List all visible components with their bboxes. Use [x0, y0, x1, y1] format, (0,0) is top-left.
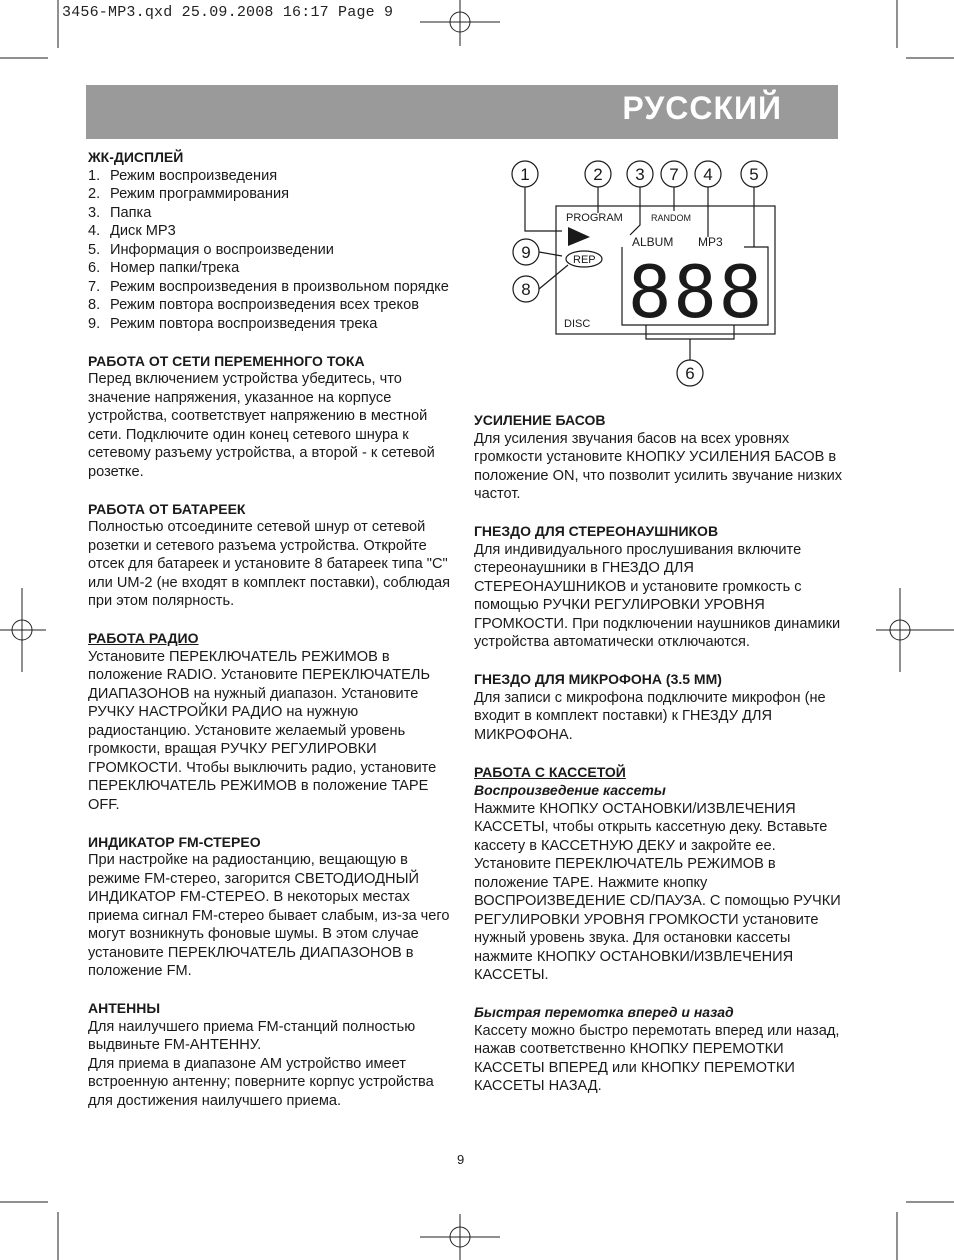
callout-label: 4	[703, 165, 713, 184]
section-heading: ГНЕЗДО ДЛЯ СТЕРЕОНАУШНИКОВ	[474, 523, 719, 539]
file-slug: 3456-MP3.qxd 25.09.2008 16:17 Page 9	[62, 4, 394, 21]
section-heading: РАБОТА С КАССЕТОЙ	[474, 763, 626, 780]
battery-section	[88, 500, 460, 611]
list-item: 8. Режим повтора воспроизведения всех треков	[88, 297, 419, 313]
list-item: 2. Режим программирования	[88, 186, 290, 202]
list-item: 4. Диск MP3	[88, 223, 176, 239]
radio-section	[88, 629, 460, 814]
section-heading: ГНЕЗДО ДЛЯ МИКРОФОНА (3.5 ММ)	[474, 671, 722, 687]
page-number: 9	[457, 1152, 465, 1167]
right-column	[474, 411, 846, 1114]
section-paragraph: Полностью отсоедините сетевой шнур от сетевой розетки и сетевого разъема устройства. Откройте отсек для батареек и установите 8 батареек типа "С" или UM-2 (не входят в комплект поставки), соблюдая при этом полярность.	[88, 519, 451, 609]
lcd-legend-list	[88, 167, 460, 334]
section-heading: УСИЛЕНИЕ БАСОВ	[474, 412, 606, 428]
banner-title: РУССКИЙ	[622, 90, 782, 126]
rewind-section	[474, 1003, 846, 1096]
section-paragraph: Для наилучшего приема FM-станций полностью выдвиньте FM-АНТЕННУ.	[88, 1018, 416, 1053]
list-item: 6. Номер папки/трека	[88, 260, 240, 276]
mp3-label: MP3	[698, 235, 723, 249]
section-heading: РАБОТА ОТ БАТАРЕЕК	[88, 500, 246, 517]
segment-digits: 888	[628, 250, 765, 334]
ac-power-section	[88, 352, 460, 482]
disc-label: DISC	[564, 318, 591, 330]
headphones-section	[474, 522, 846, 652]
section-heading: РАБОТА РАДИО	[88, 630, 199, 646]
section-paragraph: Для индивидуального прослушивания включите стереонаушники в ГНЕЗДО ДЛЯ СТЕРЕОНАУШНИКОВ и установите громкость с помощью РУЧКИ РЕГУЛИРОВКИ УРОВНЯ ГРОМКОСТИ. При подключении наушников динамики устройства автоматически отключаются.	[474, 541, 841, 650]
callout-label: 5	[749, 165, 759, 184]
section-heading: АНТЕННЫ	[88, 1000, 161, 1016]
section-paragraph: Для приема в диапазоне AM устройство имеет встроенную антенну; поверните корпус устройства для достижения наилучшего приема.	[88, 1055, 434, 1109]
section-paragraph: Для записи с микрофона подключите микрофон (не входит в комплект поставки) к ГНЕЗДУ ДЛЯ МИКРОФОНА.	[474, 689, 826, 743]
rep-label: REP	[573, 254, 596, 266]
left-column	[88, 148, 460, 1129]
list-item: 1. Режим воспроизведения	[88, 167, 278, 184]
list-item: 5. Информация о воспроизведении	[88, 241, 334, 258]
callout-label: 7	[669, 165, 679, 184]
fm-stereo-section	[88, 833, 460, 981]
random-label: RANDOM	[651, 213, 691, 223]
section-subheading: Быстрая перемотка вперед и назад	[474, 1004, 734, 1020]
bass-section	[474, 411, 846, 504]
section-subheading: Воспроизведение кассеты	[474, 782, 666, 798]
callout-label: 6	[685, 364, 695, 383]
microphone-section	[474, 670, 846, 744]
antenna-section	[88, 999, 460, 1110]
section-paragraph: Установите ПЕРЕКЛЮЧАТЕЛЬ РЕЖИМОВ в положение RADIO. Установите ПЕРЕКЛЮЧАТЕЛЬ ДИАПАЗОНОВ на нужный диапазон. Установите РУЧКУ НАСТРОЙКИ РАДИО на нужную радиостанцию. Установите желаемый уровень громкости, вращая РУЧКУ РЕГУЛИРОВКИ ГРОМКОСТИ. Чтобы выключить радио, установите ПЕРЕКЛЮЧАТЕЛЬ РЕЖИМОВ в положение TAPE OFF.	[88, 648, 437, 813]
section-heading: РАБОТА ОТ СЕТИ ПЕРЕМЕННОГО ТОКА	[88, 352, 365, 369]
list-item: 7. Режим воспроизведения в произвольном порядке	[88, 278, 449, 295]
section-paragraph: Нажмите КНОПКУ ОСТАНОВКИ/ИЗВЛЕЧЕНИЯ КАССЕТЫ, чтобы открыть кассетную деку. Вставьте кассету в КАССЕТНУЮ ДЕКУ и закройте ее. Установите ПЕРЕКЛЮЧАТЕЛЬ РЕЖИМОВ в положение TAPE. Нажмите кнопку ВОСПРОИЗВЕДЕНИЕ CD/ПАУЗА. С помощью РУЧКИ РЕГУЛИРОВКИ УРОВНЯ ГРОМКОСТИ установите нужный уровень звука. Для остановки кассеты нажмите КНОПКУ ОСТАНОВКИ/ИЗВЛЕЧЕНИЯ КАССЕТЫ.	[474, 800, 841, 983]
section-paragraph: Перед включением устройства убедитесь, что значение напряжения, указанное на корпусе устройства, соответствует напряжению в местной сети. Подключите один конец сетевого шнура к сетевому разъему устройства, а второй - к сетевой розетке.	[88, 371, 435, 480]
callout-label: 8	[521, 280, 531, 299]
callout-label: 1	[520, 165, 530, 184]
section-heading: ИНДИКАТОР FM-СТЕРЕО	[88, 833, 261, 850]
album-label: ALBUM	[632, 235, 674, 249]
section-paragraph: При настройке на радиостанцию, вещающую в режиме FM-стерео, загорится СВЕТОДИОДНЫЙ ИНДИКАТОР FM-СТЕРЕО. В некоторых местах приема сигнал FM-стерео бывает слабым, из-за чего могут возникнуть фоновые шумы. В этом случае установите ПЕРЕКЛЮЧАТЕЛЬ ДИАПАЗОНОВ в положение FM.	[88, 852, 450, 979]
cassette-section	[474, 763, 846, 985]
lcd-display-diagram	[504, 155, 804, 393]
list-item: 3. Папка	[88, 204, 152, 221]
list-item: 9. Режим повтора воспроизведения трека	[88, 315, 378, 332]
language-banner	[86, 85, 838, 139]
callout-label: 2	[593, 165, 603, 184]
program-label: PROGRAM	[566, 212, 623, 224]
lcd-heading: ЖК-ДИСПЛЕЙ	[88, 149, 184, 165]
callout-label: 3	[635, 165, 645, 184]
callout-label: 9	[521, 243, 531, 262]
section-paragraph: Для усиления звучания басов на всех уровнях громкости установите КНОПКУ УСИЛЕНИЯ БАСОВ в положение ON, что позволит усилить звучание низких частот.	[474, 430, 843, 502]
section-paragraph: Кассету можно быстро перемотать вперед или назад, нажав соответственно КНОПКУ ПЕРЕМОТКИ КАССЕТЫ ВПЕРЕД или КНОПКУ ПЕРЕМОТКИ КАССЕТЫ НАЗАД.	[474, 1022, 840, 1094]
lcd-section	[88, 148, 460, 333]
